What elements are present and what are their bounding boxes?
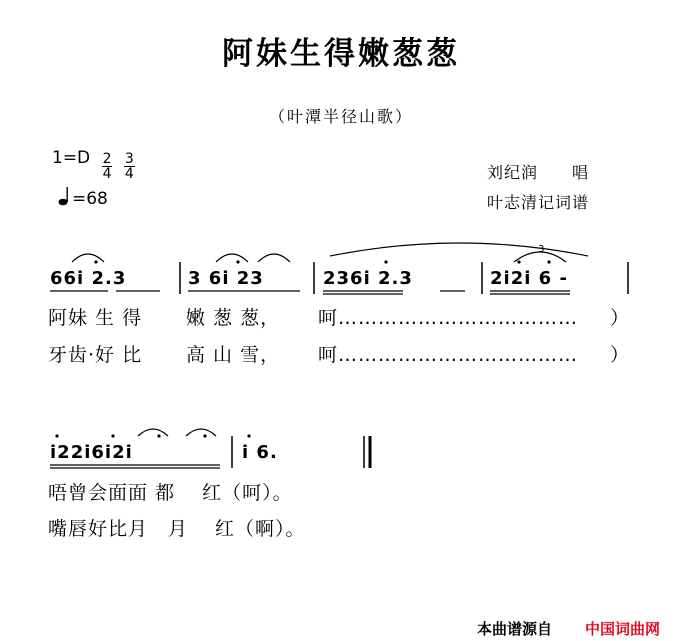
system2-measure-2: i 6. (242, 442, 278, 463)
system1-lyrics2-seg1: 牙齿·好 比 (48, 344, 143, 366)
time-signature-2-denominator: 4 (124, 166, 134, 182)
system1-barlines (180, 262, 628, 294)
transcriber-credit: 叶志清记词谱 (487, 193, 590, 212)
system1-lyrics1-seg3: 呵……………………………… (318, 307, 579, 329)
system1-measure-3: 236i 2.3 (323, 268, 413, 289)
time-signature-1-numerator: 2 (102, 151, 112, 167)
system1-lyrics1-seg4: ） (610, 307, 631, 329)
system1-measure-2: 3 6i 23 (188, 268, 264, 289)
system2-lyrics-line1: 唔曾会面面 都 红（呵）。 (48, 482, 293, 504)
system1-beams (50, 291, 570, 294)
system2-octave-dots (55, 434, 250, 437)
system2-lyrics-line2: 嘴唇好比月 月 红（啊）。 (48, 518, 306, 540)
time-signature-2-numerator: 3 (124, 151, 134, 167)
system1-measure-1: 66i 2.3 (50, 268, 127, 289)
system1-measure-4: 2i2i 6 - (490, 268, 568, 289)
system1-lyrics1-seg2: 嫩 葱 葱， (186, 307, 281, 329)
singer-credit: 刘纪润 唱 (487, 163, 590, 182)
system2-beams (50, 465, 220, 468)
system1-lyrics2-seg2: 高 山 雪， (186, 344, 281, 366)
triplet-mark: 3 (538, 244, 545, 255)
song-title: 阿妹生得嫩葱葱 (222, 36, 460, 72)
system1-lyrics1-seg1: 阿妹 生 得 (48, 307, 143, 329)
source-site-link[interactable]: 中国词曲网 (585, 620, 661, 638)
time-signature-1-denominator: 4 (102, 166, 112, 182)
source-label: 本曲谱源自 (477, 620, 553, 638)
system2-measure-1: i22i6i2i (50, 442, 133, 463)
key-label: 1=D (52, 148, 91, 168)
system1-lyrics2-seg4: ） (610, 344, 631, 366)
system1-slurs (72, 243, 588, 262)
system1-lyrics2-seg3: 呵……………………………… (318, 344, 579, 366)
song-subtitle: （叶潭半径山歌） (268, 107, 413, 126)
system2-barlines (232, 436, 370, 468)
tempo-value: =68 (72, 189, 108, 209)
